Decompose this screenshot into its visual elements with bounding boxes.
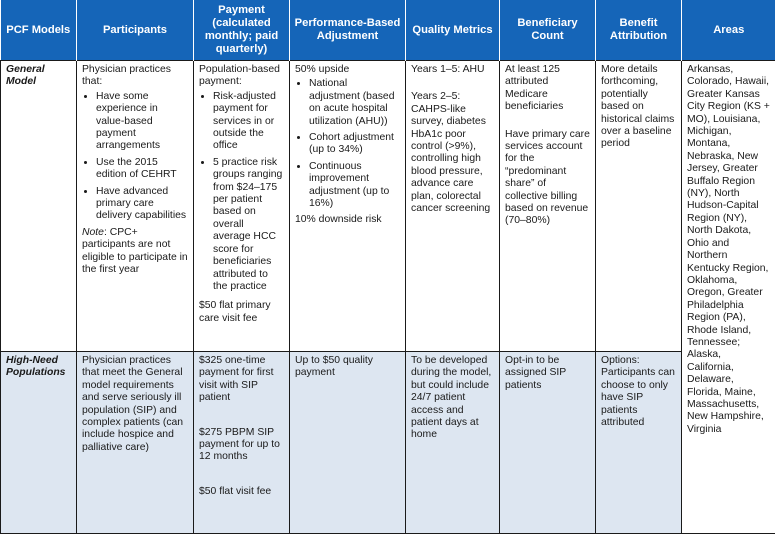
header-row — [1, 0, 775, 61]
general-adjustment-cell — [290, 61, 406, 352]
header-pcf-models: PCF Models — [1, 0, 77, 61]
high-need-payment-cell — [194, 352, 290, 534]
general-participants-list — [82, 91, 188, 223]
table-row-high-need-populations — [1, 352, 775, 534]
list-item: • Have advanced primary care delivery capabilities — [96, 186, 188, 223]
header-performance-adjustment: Performance-Based Adjustment — [290, 0, 406, 61]
note-label: Note — [82, 227, 104, 238]
high-need-quality-cell: To be developed during the model, but could include 24/7 patient access and patient days at home — [406, 352, 500, 534]
general-beneficiary-cell — [500, 61, 596, 352]
general-payment-list — [199, 91, 284, 294]
general-participants-cell — [77, 61, 194, 352]
general-quality-cell — [406, 61, 500, 352]
list-item: • 5 practice risk groups ranging from $24–175 per patient based on overall average HCC score for beneficiaries attributed to the practice — [213, 157, 284, 293]
high-need-adjustment-cell: Up to $50 quality payment — [290, 352, 406, 534]
table-row-general-model — [1, 61, 775, 352]
high-need-attribution-cell: Options: Participants can choose to only have SIP patients attributed — [596, 352, 682, 534]
note-text: : CPC+ participants are not eligible to participate in the first year — [82, 227, 188, 275]
general-participants-note — [82, 227, 188, 277]
general-model-label: General Model — [1, 61, 77, 352]
general-quality-years-2-5: Years 2–5: CAHPS-like survey, diabetes HbA1c poor control (>9%), controlling high blood pressure, advance care plan, colorectal cancer screening — [411, 91, 494, 215]
list-item: • Continuous improvement adjustment (up to 16%) — [309, 161, 400, 211]
high-need-payment-visit-fee: $50 flat visit fee — [199, 486, 284, 498]
general-adjustment-upside: 50% upside — [295, 64, 400, 76]
list-item: • Risk-adjusted payment for services in or outside the office — [213, 91, 284, 153]
general-payment-visit-fee: $50 flat primary care visit fee — [199, 300, 284, 325]
general-beneficiary-share: Have primary care services account for the “predominant share” of collective billing based on revenue (70–80%) — [505, 129, 590, 228]
list-item: • National adjustment (based on acute hospital utilization (AHU)) — [309, 78, 400, 128]
high-need-beneficiary-cell: Opt-in to be assigned SIP patients — [500, 352, 596, 534]
general-beneficiary-minimum: At least 125 attributed Medicare beneficiaries — [505, 64, 590, 114]
general-payment-intro: Population-based payment: — [199, 64, 284, 89]
list-item: • Cohort adjustment (up to 34%) — [309, 132, 400, 157]
general-participants-intro: Physician practices that: — [82, 64, 188, 89]
high-need-payment-pbpm: $275 PBPM SIP payment for up to 12 months — [199, 427, 284, 464]
header-payment: Payment (calculated monthly; paid quarterly) — [194, 0, 290, 61]
list-item: • Use the 2015 edition of CEHRT — [96, 157, 188, 182]
general-adjustment-downside: 10% downside risk — [295, 214, 400, 226]
header-beneficiary-count: Beneficiary Count — [500, 0, 596, 61]
general-attribution-cell: More details forthcoming, potentially based on historical claims over a baseline period — [596, 61, 682, 352]
high-need-model-label: High-Need Populations — [1, 352, 77, 534]
high-need-payment-first-visit: $325 one-time payment for first visit with SIP patient — [199, 355, 284, 405]
header-areas: Areas — [682, 0, 775, 61]
header-quality-metrics: Quality Metrics — [406, 0, 500, 61]
list-item: • Have some experience in value-based payment arrangements — [96, 91, 188, 153]
header-benefit-attribution: Benefit Attribution — [596, 0, 682, 61]
header-participants: Participants — [77, 0, 194, 61]
high-need-participants-cell: Physician practices that meet the General model requirements and serve seriously ill population (SIP) and complex patients (can include hospice and palliative care) — [77, 352, 194, 534]
areas-cell: Arkansas, Colorado, Hawaii, Greater Kansas City Region (KS + MO), Louisiana, Michigan, Montana, Nebraska, New Jersey, Greater Buffalo Region (NY), North Hudson-Capital Region (NY), North Dakota, Ohio and Northern Kentucky Region, Oklahoma, Oregon, Greater Philadelphia Region (PA), Rhode Island, Tennessee; Alaska, California, Delaware, Florida, Maine, Massachusetts, New Hampshire, Virginia — [682, 61, 775, 534]
general-payment-cell — [194, 61, 290, 352]
general-quality-years-1-5: Years 1–5: AHU — [411, 64, 494, 76]
general-adjustment-list — [295, 78, 400, 210]
